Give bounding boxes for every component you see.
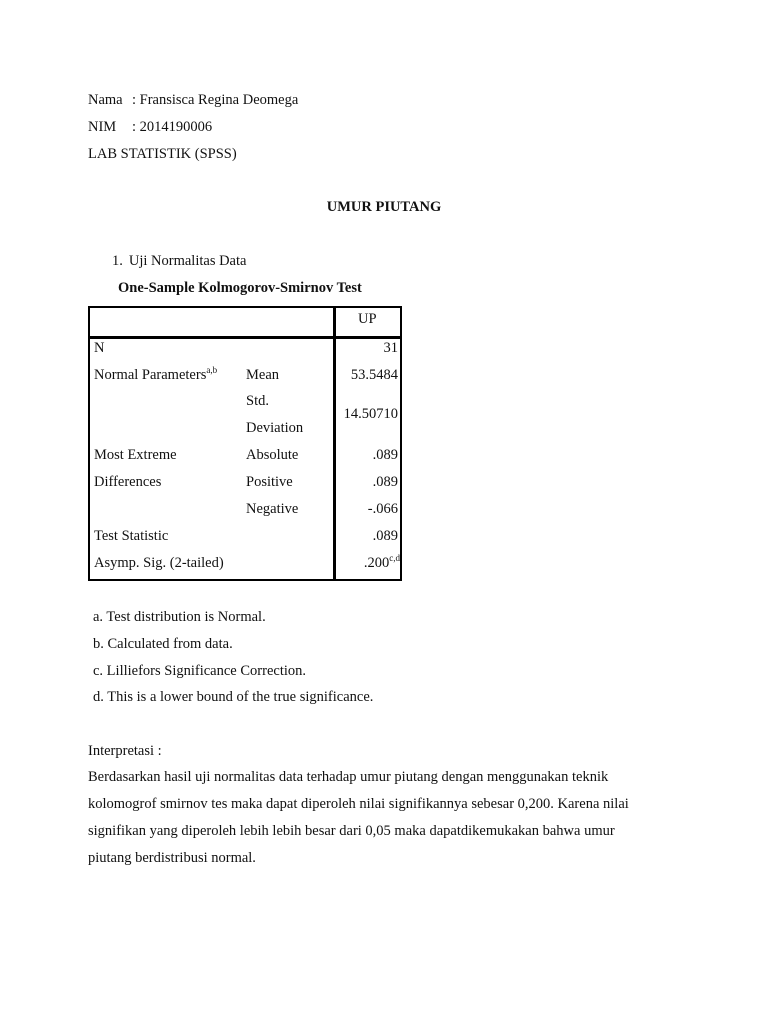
row-label-std-2: Deviation (246, 420, 304, 436)
interpretation-line-1: Berdasarkan hasil uji normalitas data terhadap umur piutang dengan menggunakan teknik (88, 769, 609, 785)
interpretation-line-2: kolomogrof smirnov tes maka dapat diperoleh nilai signifikannya sebesar 0,200. Karena nilai (88, 796, 629, 812)
asymp-sig-footnote-ref: c,d (389, 553, 400, 563)
interpretation-line-4: piutang berdistribusi normal. (88, 850, 256, 866)
row-label-test-statistic: Test Statistic (94, 528, 169, 544)
name-label: Nama (88, 92, 123, 108)
footnote-a: a. Test distribution is Normal. (93, 609, 266, 625)
row-label-most-extreme-1: Most Extreme (94, 447, 177, 463)
nim-value: : 2014190006 (132, 119, 213, 135)
table-caption: One-Sample Kolmogorov-Smirnov Test (118, 280, 362, 296)
table-column-divider (333, 308, 336, 579)
value-absolute: .089 (372, 447, 398, 463)
value-n: 31 (383, 340, 398, 356)
footnote-c: c. Lilliefors Significance Correction. (93, 663, 306, 679)
footnote-b: b. Calculated from data. (93, 636, 233, 652)
nim-label: NIM (88, 119, 117, 135)
row-label-n: N (94, 340, 105, 356)
value-test-statistic: .089 (372, 528, 398, 544)
row-label-asymp-sig: Asymp. Sig. (2-tailed) (94, 555, 224, 571)
name-line (88, 92, 298, 109)
section-number: 1. (112, 253, 123, 269)
page-title: UMUR PIUTANG (326, 199, 442, 215)
row-label-absolute: Absolute (246, 447, 299, 463)
row-label-positive: Positive (246, 474, 293, 490)
name-value: : Fransisca Regina Deomega (132, 92, 299, 108)
ks-test-table (88, 306, 402, 581)
section-title: Uji Normalitas Data (128, 253, 247, 269)
value-std-deviation: 14.50710 (343, 406, 398, 422)
row-label-most-extreme-2: Differences (94, 474, 162, 490)
normal-parameters-text: Normal Parameters (94, 367, 207, 383)
column-header-up: UP (358, 311, 377, 327)
row-label-normal-parameters (94, 367, 217, 384)
row-label-negative: Negative (246, 501, 299, 517)
interpretation-label: Interpretasi : (88, 743, 162, 759)
value-asymp-sig (338, 555, 400, 572)
value-mean: 53.5484 (350, 367, 398, 383)
section-heading (112, 253, 246, 270)
lab-line: LAB STATISTIK (SPSS) (88, 146, 237, 162)
footnote-d: d. This is a lower bound of the true significance. (93, 689, 374, 705)
normal-parameters-footnote-ref: a,b (206, 365, 218, 375)
row-label-std-1: Std. (246, 393, 269, 409)
row-label-mean: Mean (246, 367, 280, 383)
nim-line (88, 119, 212, 136)
interpretation-line-3: signifikan yang diperoleh lebih lebih besar dari 0,05 maka dapatdikemukakan bahwa umur (88, 823, 615, 839)
asymp-sig-number: .200 (363, 555, 390, 571)
table-header-divider (90, 336, 400, 339)
value-positive: .089 (372, 474, 398, 490)
value-negative: -.066 (367, 501, 398, 517)
